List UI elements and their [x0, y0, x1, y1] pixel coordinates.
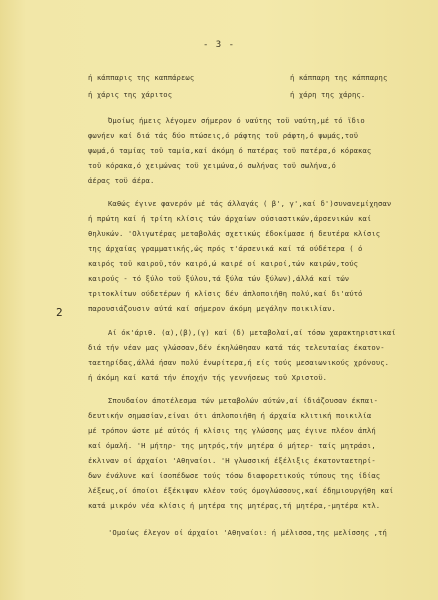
text-line: δευτικήν σημασίαν,είναι ότι άπλοποιήθη ή άρχαία κλιτική ποικιλία: [88, 411, 372, 420]
text-line: ή άκόμη καί κατά τήν έποχήν τής γεννήσεως τοϋ Χριστοϋ.: [88, 373, 328, 382]
text-line: κατά μικρόν νέα κλίσις ή μητέρα της μητέρας,τή μητέρα,-μητέρα κτλ.: [88, 501, 381, 510]
text-line: μέ τρόπον ώστε μέ αύτός ή κλίσις της γλώσσης μας έγινε πλέον άπλή: [88, 426, 376, 435]
text-line: τριτοκλίτων ούδετέρων ή κλίσις δέν άπλοποιήθη πολύ,καί δι'αύτό: [88, 289, 363, 298]
text-line: διά τήν νέαν μας γλώσσαν,δέν έκηλώθησαν κατά τάς τελευταίας έκατον-: [88, 343, 385, 352]
text-line: καιρός τοϋ καιροϋ,τόν καιρό,ώ καιρέ οί καιροί,τών καιρών,τούς: [88, 259, 359, 268]
text-line: Όμοίως ήμεις λέγομεν σήμερον ό ναύτης τοϋ ναύτη,μέ τό ϊδιο: [108, 116, 365, 125]
paired-line-right: ή χάρη της χάρης.: [290, 90, 366, 99]
text-line: καιρούς - τό ξύλο τοϋ ξύλου,τά ξύλα τών ξύλων),άλλά καί τών: [88, 274, 350, 283]
paired-line-left: ή χάρις της χάριτος: [88, 90, 173, 99]
text-line: ή πρώτη καί ή τρίτη κλίσις τών άρχαίων ούσιαστικών,άρσενικών καί: [88, 214, 372, 223]
paired-line-left: ή κάππαρις της καππάρεως: [88, 73, 195, 82]
text-line: παρουσιάζουσιν αύτά καί σήμερον άκόμη μεγάλην ποικιλίαν.: [88, 304, 336, 313]
text-line: άέρας τοϋ άέρα.: [88, 176, 155, 185]
text-line: Σπουδαίον άποτέλεσμα τών μεταβολών αύτών,αί ίδιάζουσαν έκπαι-: [108, 396, 379, 405]
text-line: θηλυκών. 'Ολιγωτέρας μεταβολάς σχετικώς έδοκίμασε ή δευτέρα κλίσις: [88, 229, 381, 238]
margin-handwritten-mark: 2: [56, 306, 63, 319]
text-line: δων ένάλυνε καί ίσοπέδωσε τούς τόσω διαφορετικούς τύπους της ίδίας: [88, 471, 381, 480]
text-line: της άρχαίας γραμματικής,ώς πρός τ'άρσενικά καί τά ούδέτερα ( ό: [88, 244, 363, 253]
text-line: Καθώς έγινε φανερόν μέ τάς άλλαγάς ( β', γ',καί δ')συνανεμίχησαν: [108, 199, 392, 208]
paired-line-right: ή κάππαρη της κάππαρης: [290, 73, 388, 82]
text-line: ψωμά,ό ταμίας τοϋ ταμία,καί άκόμη ό πατέρας τοϋ πατέρα,ό κόρακας: [88, 146, 372, 155]
text-line: ταετηρίδας,άλλά ήσαν πολύ ένωρίτερα,ή είς τούς μεσαιωνικούς χρόνους.: [88, 358, 390, 367]
text-line: έκλιναν οί άρχαίοι 'Αθηναίοι. 'Η γλωσσική έξέλιξις έκατονταετηρί-: [88, 456, 376, 465]
text-line: Αί όκ'άριθ. (α),(β),(γ) καί (δ) μεταβολαί,αί τόσω χαρακτηριστικαί: [108, 328, 396, 337]
text-line: λέξεως,οί όποίοι έξέκιψαν κλέον τούς όμογλώσσους,καί έδημιουργήθη καί: [88, 486, 394, 495]
text-line: καί όμαλή. 'Η μήτηρ- της μητρός,τήν μητέρα ό μήτερ- ταίς μητράσι,: [88, 441, 376, 450]
text-line: τοϋ κόρακα,ό χειμώνας τοϋ χειμώνα,ό σωλήνας τοϋ σωλήνα,ό: [88, 161, 336, 170]
page-number: - 3 -: [202, 40, 236, 50]
text-line: φωνήεν καί διά τάς δύο πτώσεις,ό ράφτης τοϋ ράφτη,ό ψωμάς,τοϋ: [88, 131, 359, 140]
text-line: 'Ομοίως έλεγον οί άρχαίοι 'Αθηναίοι: ή μέλισσα,της μελίσσης ,τή: [108, 528, 387, 537]
